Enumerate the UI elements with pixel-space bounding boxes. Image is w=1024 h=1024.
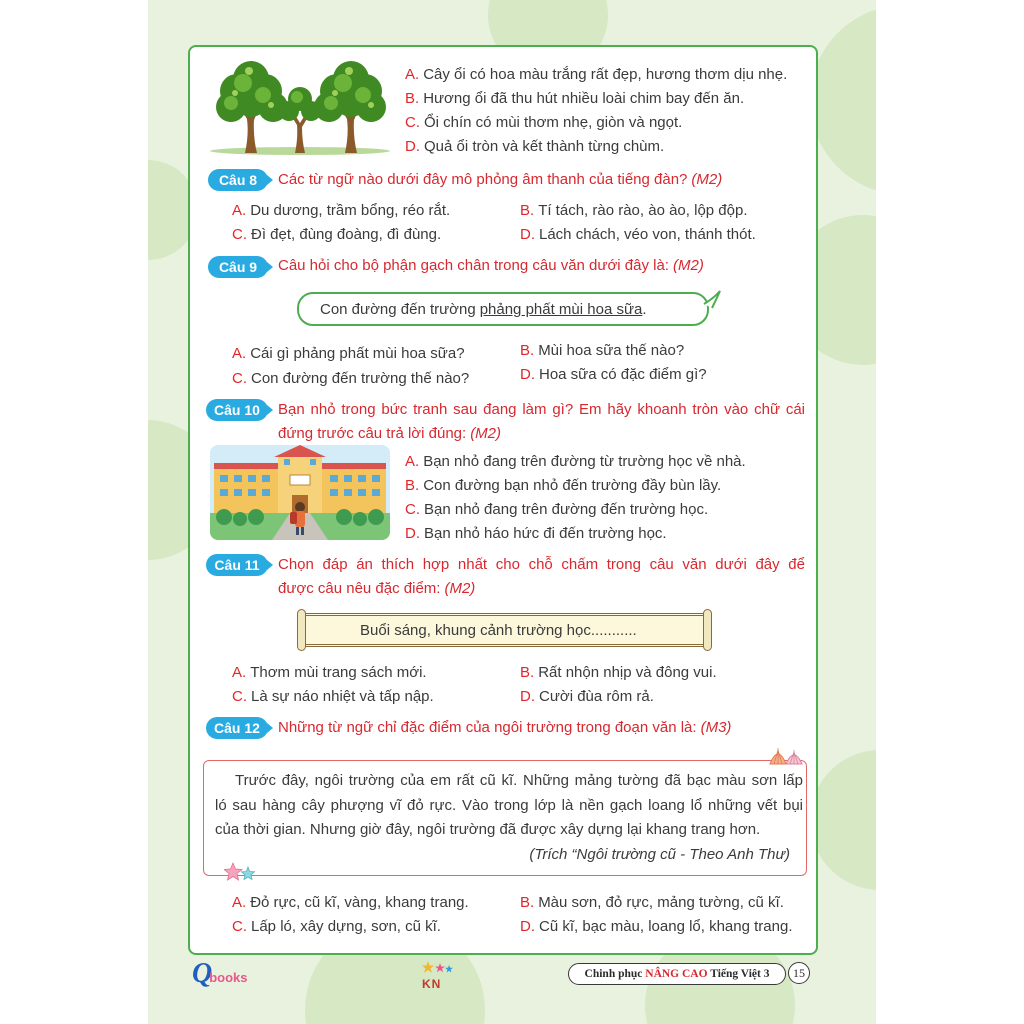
option-text: Con đường đến trường thế nào? [251, 370, 470, 387]
option-letter: A. [232, 894, 247, 911]
question-11-line1: Chọn đáp án thích hợp nhất cho chỗ chấm trong câu văn dưới đây để [278, 556, 805, 573]
option-text: Đì đẹt, đùng đoàng, đì đùng. [251, 226, 442, 243]
q11-sentence: Buổi sáng, khung cảnh trường học........... [360, 622, 637, 639]
scroll-left-end [297, 609, 306, 651]
q12-option-d [520, 917, 792, 937]
option-letter: A. [405, 66, 420, 83]
option-letter: B. [520, 202, 535, 219]
question-level: (M2) [444, 580, 476, 597]
q7-option-d [405, 137, 664, 157]
q9-option-d [520, 365, 707, 385]
passage-line-2: ló sau hàng cây phượng vĩ đỏ rực. Vào trong lớp là nền gạch loang lổ những vết bụi [215, 797, 803, 814]
q11-option-b [520, 663, 717, 683]
option-letter: C. [405, 114, 420, 131]
scroll-right-end [703, 609, 712, 651]
book-title-footer [568, 963, 786, 985]
question-8-text [278, 170, 722, 190]
option-letter: A. [232, 202, 247, 219]
q8-option-c [232, 225, 441, 245]
question-10-line2 [278, 424, 501, 444]
option-text: Đỏ rực, cũ kĩ, vàng, khang trang. [250, 894, 469, 911]
option-text: Hoa sữa có đặc điểm gì? [539, 366, 707, 383]
question-level: (M3) [700, 719, 732, 736]
option-text: Rất nhộn nhịp và đông vui. [538, 664, 717, 681]
question-text: Các từ ngữ nào dưới đây mô phỏng âm thanh của tiếng đàn? [278, 171, 688, 188]
q12-option-c [232, 917, 441, 937]
option-letter: C. [232, 918, 247, 935]
option-text: Bạn nhỏ háo hức đi đến trường học. [424, 525, 667, 542]
logo-letter: Q [192, 958, 213, 989]
q9-option-c [232, 369, 469, 389]
footer-title-post: Tiếng Việt 3 [710, 968, 770, 980]
question-9-badge: Câu 9 [208, 256, 268, 278]
question-text: đứng trước câu trả lời đúng: [278, 425, 467, 442]
option-text: Màu sơn, đỏ rực, mảng tường, cũ kĩ. [538, 894, 784, 911]
option-letter: B. [520, 664, 535, 681]
question-text: Những từ ngữ chỉ đặc điểm của ngôi trường trong đoạn văn là: [278, 719, 697, 736]
question-level: (M2) [470, 425, 502, 442]
q8-option-b [520, 201, 747, 221]
q11-option-d [520, 687, 654, 707]
option-letter: D. [520, 226, 535, 243]
passage-line-3: của thời gian. Nhưng giờ đây, ngôi trường đã được xây dựng lại khang trang hơn. [215, 821, 761, 838]
passage-line-1: Trước đây, ngôi trường của em rất cũ kĩ. Những mảng tường đã bạc màu sơn lấp [235, 772, 803, 789]
footer-title-highlight: NÂNG CAO [645, 968, 708, 980]
q7-option-c [405, 113, 682, 133]
q9-option-a [232, 344, 465, 364]
q8-option-a [232, 201, 450, 221]
option-letter: C. [232, 370, 247, 387]
q9-sentence [320, 300, 647, 320]
decorative-circle [810, 750, 876, 890]
option-letter: A. [232, 664, 247, 681]
q11-option-a [232, 663, 427, 683]
option-letter: C. [232, 226, 247, 243]
option-letter: B. [405, 90, 420, 107]
option-letter: D. [520, 918, 535, 935]
option-text: Cái gì phảng phất mùi hoa sữa? [250, 345, 465, 362]
question-level: (M2) [672, 257, 704, 274]
q12-option-a [232, 893, 469, 913]
q10-option-c [405, 500, 708, 520]
option-letter: C. [405, 501, 420, 518]
qbooks-logo [192, 958, 248, 994]
option-letter: B. [520, 894, 535, 911]
question-9-text [278, 256, 704, 276]
q11-option-c [232, 687, 434, 707]
q12-option-b [520, 893, 784, 913]
option-text: Thơm mùi trang sách mới. [250, 664, 427, 681]
q10-option-a [405, 452, 746, 472]
question-11-line2 [278, 579, 475, 599]
option-text: Du dương, trầm bổng, réo rắt. [250, 202, 451, 219]
logo-text: books [209, 970, 248, 985]
question-8-badge: Câu 8 [208, 169, 268, 191]
option-text: Cười đùa rôm rả. [539, 688, 654, 705]
guava-trees-illustration [205, 55, 395, 155]
option-letter: B. [520, 342, 535, 359]
option-text: Lấp ló, xây dựng, sơn, cũ kĩ. [251, 918, 441, 935]
option-text: Lách chách, véo von, thánh thót. [539, 226, 756, 243]
q10-option-d [405, 524, 667, 544]
question-12-text [278, 718, 731, 738]
q8-option-d [520, 225, 756, 245]
q7-option-b [405, 89, 744, 109]
speech-bubble-tail [700, 288, 724, 310]
shells-icon [768, 744, 804, 768]
question-12-badge: Câu 12 [206, 717, 268, 739]
decorative-circle [810, 5, 876, 195]
school-illustration [210, 445, 390, 540]
underlined-phrase: phảng phất mùi hoa sữa [479, 301, 643, 318]
question-10-badge: Câu 10 [206, 399, 268, 421]
option-text: Là sự náo nhiệt và tấp nập. [251, 688, 434, 705]
question-10-line1: Bạn nhỏ trong bức tranh sau đang làm gì? Em hãy khoanh tròn vào chữ cái [278, 401, 805, 418]
option-letter: D. [520, 688, 535, 705]
question-level: (M2) [691, 171, 723, 188]
option-letter: D. [520, 366, 535, 383]
q7-option-a [405, 65, 787, 85]
option-text: Quả ổi tròn và kết thành từng chùm. [424, 138, 665, 155]
question-text: Câu hỏi cho bộ phận gạch chân trong câu văn dưới đây là: [278, 257, 669, 274]
option-text: Tí tách, rào rào, ào ào, lộp độp. [538, 202, 748, 219]
stars-icon [224, 862, 256, 884]
q9-option-b [520, 341, 684, 361]
option-text: Cây ổi có hoa màu trắng rất đẹp, hương thơm dịu nhẹ. [423, 66, 788, 83]
option-letter: D. [405, 525, 420, 542]
option-text: Cũ kĩ, bạc màu, loang lổ, khang trang. [539, 918, 793, 935]
kn-logo-stars-icon [420, 960, 454, 978]
option-text: Con đường bạn nhỏ đến trường đầy bùn lầy. [423, 477, 722, 494]
option-letter: A. [405, 453, 420, 470]
question-text: được câu nêu đặc điểm: [278, 580, 441, 597]
sentence-text: Con đường đến trường [320, 301, 476, 318]
option-text: Bạn nhỏ đang trên đường đến trường học. [424, 501, 709, 518]
option-letter: B. [405, 477, 420, 494]
question-11-badge: Câu 11 [206, 554, 268, 576]
page-number: 15 [788, 962, 810, 984]
option-text: Mùi hoa sữa thế nào? [538, 342, 685, 359]
option-text: Bạn nhỏ đang trên đường từ trường học về nhà. [423, 453, 746, 470]
kn-logo: KN [422, 977, 442, 991]
footer-title-pre: Chinh phục [584, 968, 643, 980]
passage-source: (Trích “Ngôi trường cũ - Theo Anh Thư) [529, 846, 790, 863]
sentence-end: . [642, 301, 647, 318]
option-letter: D. [405, 138, 420, 155]
option-text: Ổi chín có mùi thơm nhẹ, giòn và ngọt. [424, 114, 683, 131]
option-text: Hương ổi đã thu hút nhiều loài chim bay đến ăn. [423, 90, 745, 107]
q10-option-b [405, 476, 721, 496]
option-letter: A. [232, 345, 247, 362]
option-letter: C. [232, 688, 247, 705]
